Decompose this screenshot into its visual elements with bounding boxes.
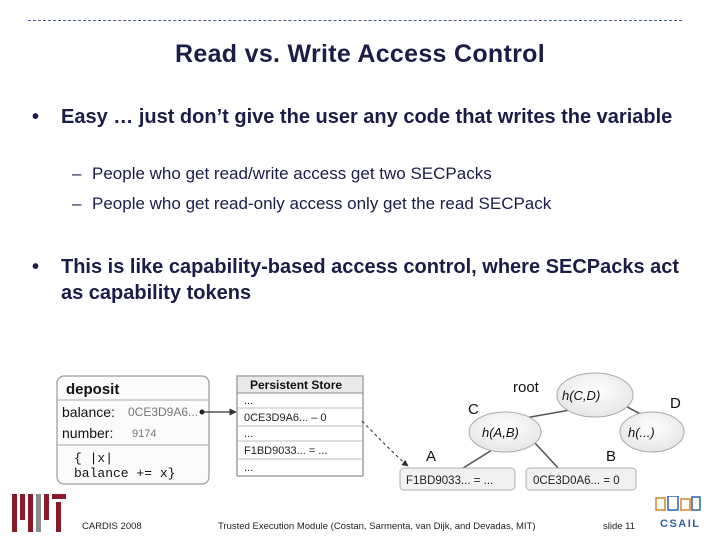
footer-center: Trusted Execution Module (Costan, Sarmenta, van Dijk, and Devadas, MIT)	[218, 521, 536, 532]
deposit-title: deposit	[66, 381, 120, 398]
bullet-1-text: Easy … just don’t give the user any code that writes the variable	[61, 106, 673, 128]
number-value: 9174	[132, 428, 157, 440]
b-leaf	[526, 468, 636, 490]
bullet-dot: •	[32, 106, 40, 128]
sub-bullet-1-text: People who get read/write access get two SECPacks	[92, 164, 492, 183]
c-label: C	[468, 401, 479, 418]
footer-slide-number: slide 11	[603, 521, 636, 532]
a-leaf	[400, 468, 515, 490]
persistent-store-box	[237, 376, 363, 476]
code-line-1: { |x|	[74, 451, 114, 466]
store-row-4: F1BD9033... = ...	[244, 445, 328, 457]
sub-bullet-2-text: People who get read-only access only get the read SECPack	[92, 194, 552, 213]
csail-logo	[648, 496, 708, 537]
root-label: root	[513, 379, 539, 396]
footer-left: CARDIS 2008	[82, 521, 142, 532]
store-row-5: ...	[244, 462, 254, 474]
a-leaf-text: F1BD9033... = ...	[406, 475, 494, 487]
sub-dash: –	[72, 194, 82, 213]
bullet-2-text: This is like capability-based access control, where SECPacks act as capability tokens	[61, 256, 680, 304]
sub-dash: –	[72, 164, 82, 183]
b-label: B	[606, 448, 617, 465]
deposit-box	[57, 376, 209, 484]
csail-text: CSAIL	[660, 518, 701, 530]
mit-logo	[12, 494, 68, 532]
csail-mark-icon	[648, 496, 708, 532]
store-row-1: ...	[244, 395, 254, 407]
balance-label: balance:	[62, 404, 115, 420]
c-node	[469, 412, 541, 452]
slide-title: Read vs. Write Access Control	[175, 40, 545, 68]
b-leaf-text: 0CE3D0A6... = 0	[533, 475, 620, 487]
number-label: number:	[62, 425, 114, 441]
d-node	[620, 412, 684, 452]
store-title: Persistent Store	[250, 378, 343, 392]
balance-value: 0CE3D9A6...	[128, 405, 199, 419]
c-node-label: h(A,B)	[482, 425, 519, 440]
store-row-2: 0CE3D9A6... – 0	[244, 412, 327, 424]
root-node-label: h(C,D)	[562, 388, 601, 403]
d-label: D	[670, 395, 681, 412]
root-node	[557, 373, 633, 417]
bullet-dot: •	[32, 256, 40, 278]
a-label: A	[426, 448, 437, 465]
store-row-3: ...	[244, 428, 254, 440]
code-line-2: balance += x}	[74, 466, 176, 481]
d-node-label: h(...)	[628, 425, 655, 440]
store-to-leaf-arrow	[362, 421, 408, 466]
